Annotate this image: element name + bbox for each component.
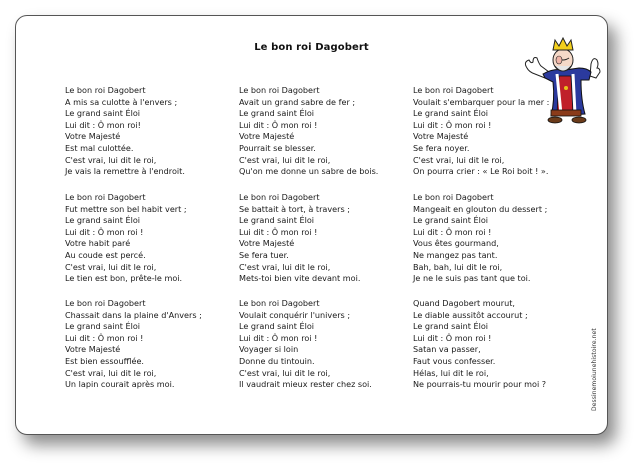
verse-8: Le bon roi Dagobert Voulait conquérir l'univers ; Le grand saint Éloi Lui dit : Ô mon roi ! Voyager si loin Donne du tintouin. C'est vrai, lui dit le roi, Il vaudrait mieux rester chez soi. xyxy=(239,298,372,390)
verse-6: Le bon roi Dagobert Mangeait en glouton du dessert ; Le grand saint Éloi Lui dit : Ô mon roi ! Vous êtes gourmand, Ne mangez pas tant. Bah, bah, lui dit le roi, Je ne le suis pas tant que toi. xyxy=(413,192,548,284)
page-title: Le bon roi Dagobert xyxy=(254,42,369,53)
site-credit: Dessinemoiunehistoire.net xyxy=(591,328,598,411)
king-illustration-icon xyxy=(521,36,601,126)
verse-7: Le bon roi Dagobert Chassait dans la plaine d'Anvers ; Le grand saint Éloi Lui dit : Ô mon roi ! Votre Majesté Est bien essoufflée. C'est vrai, lui dit le roi, Un lapin courait après moi. xyxy=(65,298,202,390)
verse-5: Le bon roi Dagobert Se battait à tort, à travers ; Le grand saint Éloi Lui dit : Ô mon roi ! Votre Majesté Se fera tuer. C'est vrai, lui dit le roi, Mets-toi bien vite devant moi. xyxy=(239,192,361,284)
song-sheet-card xyxy=(15,15,608,435)
verse-3: Le bon roi Dagobert Voulait s'embarquer pour la mer : Le grand saint Éloi Lui dit : Ô mon roi ! Votre Majesté Se fera noyer. C'est vrai, lui dit le roi, On pourra crier : « Le Roi boit ! ». xyxy=(413,85,550,177)
verse-2: Le bon roi Dagobert Avait un grand sabre de fer ; Le grand saint Éloi Lui dit : Ô mon roi ! Votre Majesté Pourrait se blesser. C'est vrai, lui dit le roi, Qu'on me donne un sabre de bois. xyxy=(239,85,379,177)
verse-9: Quand Dagobert mourut, Le diable aussitôt accourut ; Le grand saint Éloi Lui dit : Ô mon roi ! Satan va passer, Faut vous confesser. Hélas, lui dit le roi, Ne pourrais-tu mourir pour moi ? xyxy=(413,298,547,390)
verse-4: Le bon roi Dagobert Fut mettre son bel habit vert ; Le grand saint Éloi Lui dit : Ô mon roi ! Votre habit paré Au coude est percé. C'est vrai, lui dit le roi, Le tien est bon, prête-le moi. xyxy=(65,192,187,284)
verse-1: Le bon roi Dagobert A mis sa culotte à l'envers ; Le grand saint Éloi Lui dit : Ô mon roi! Votre Majesté Est mal culottée. C'est vrai, lui dit le roi, Je vais la remettre à l'endroit. xyxy=(65,85,185,177)
